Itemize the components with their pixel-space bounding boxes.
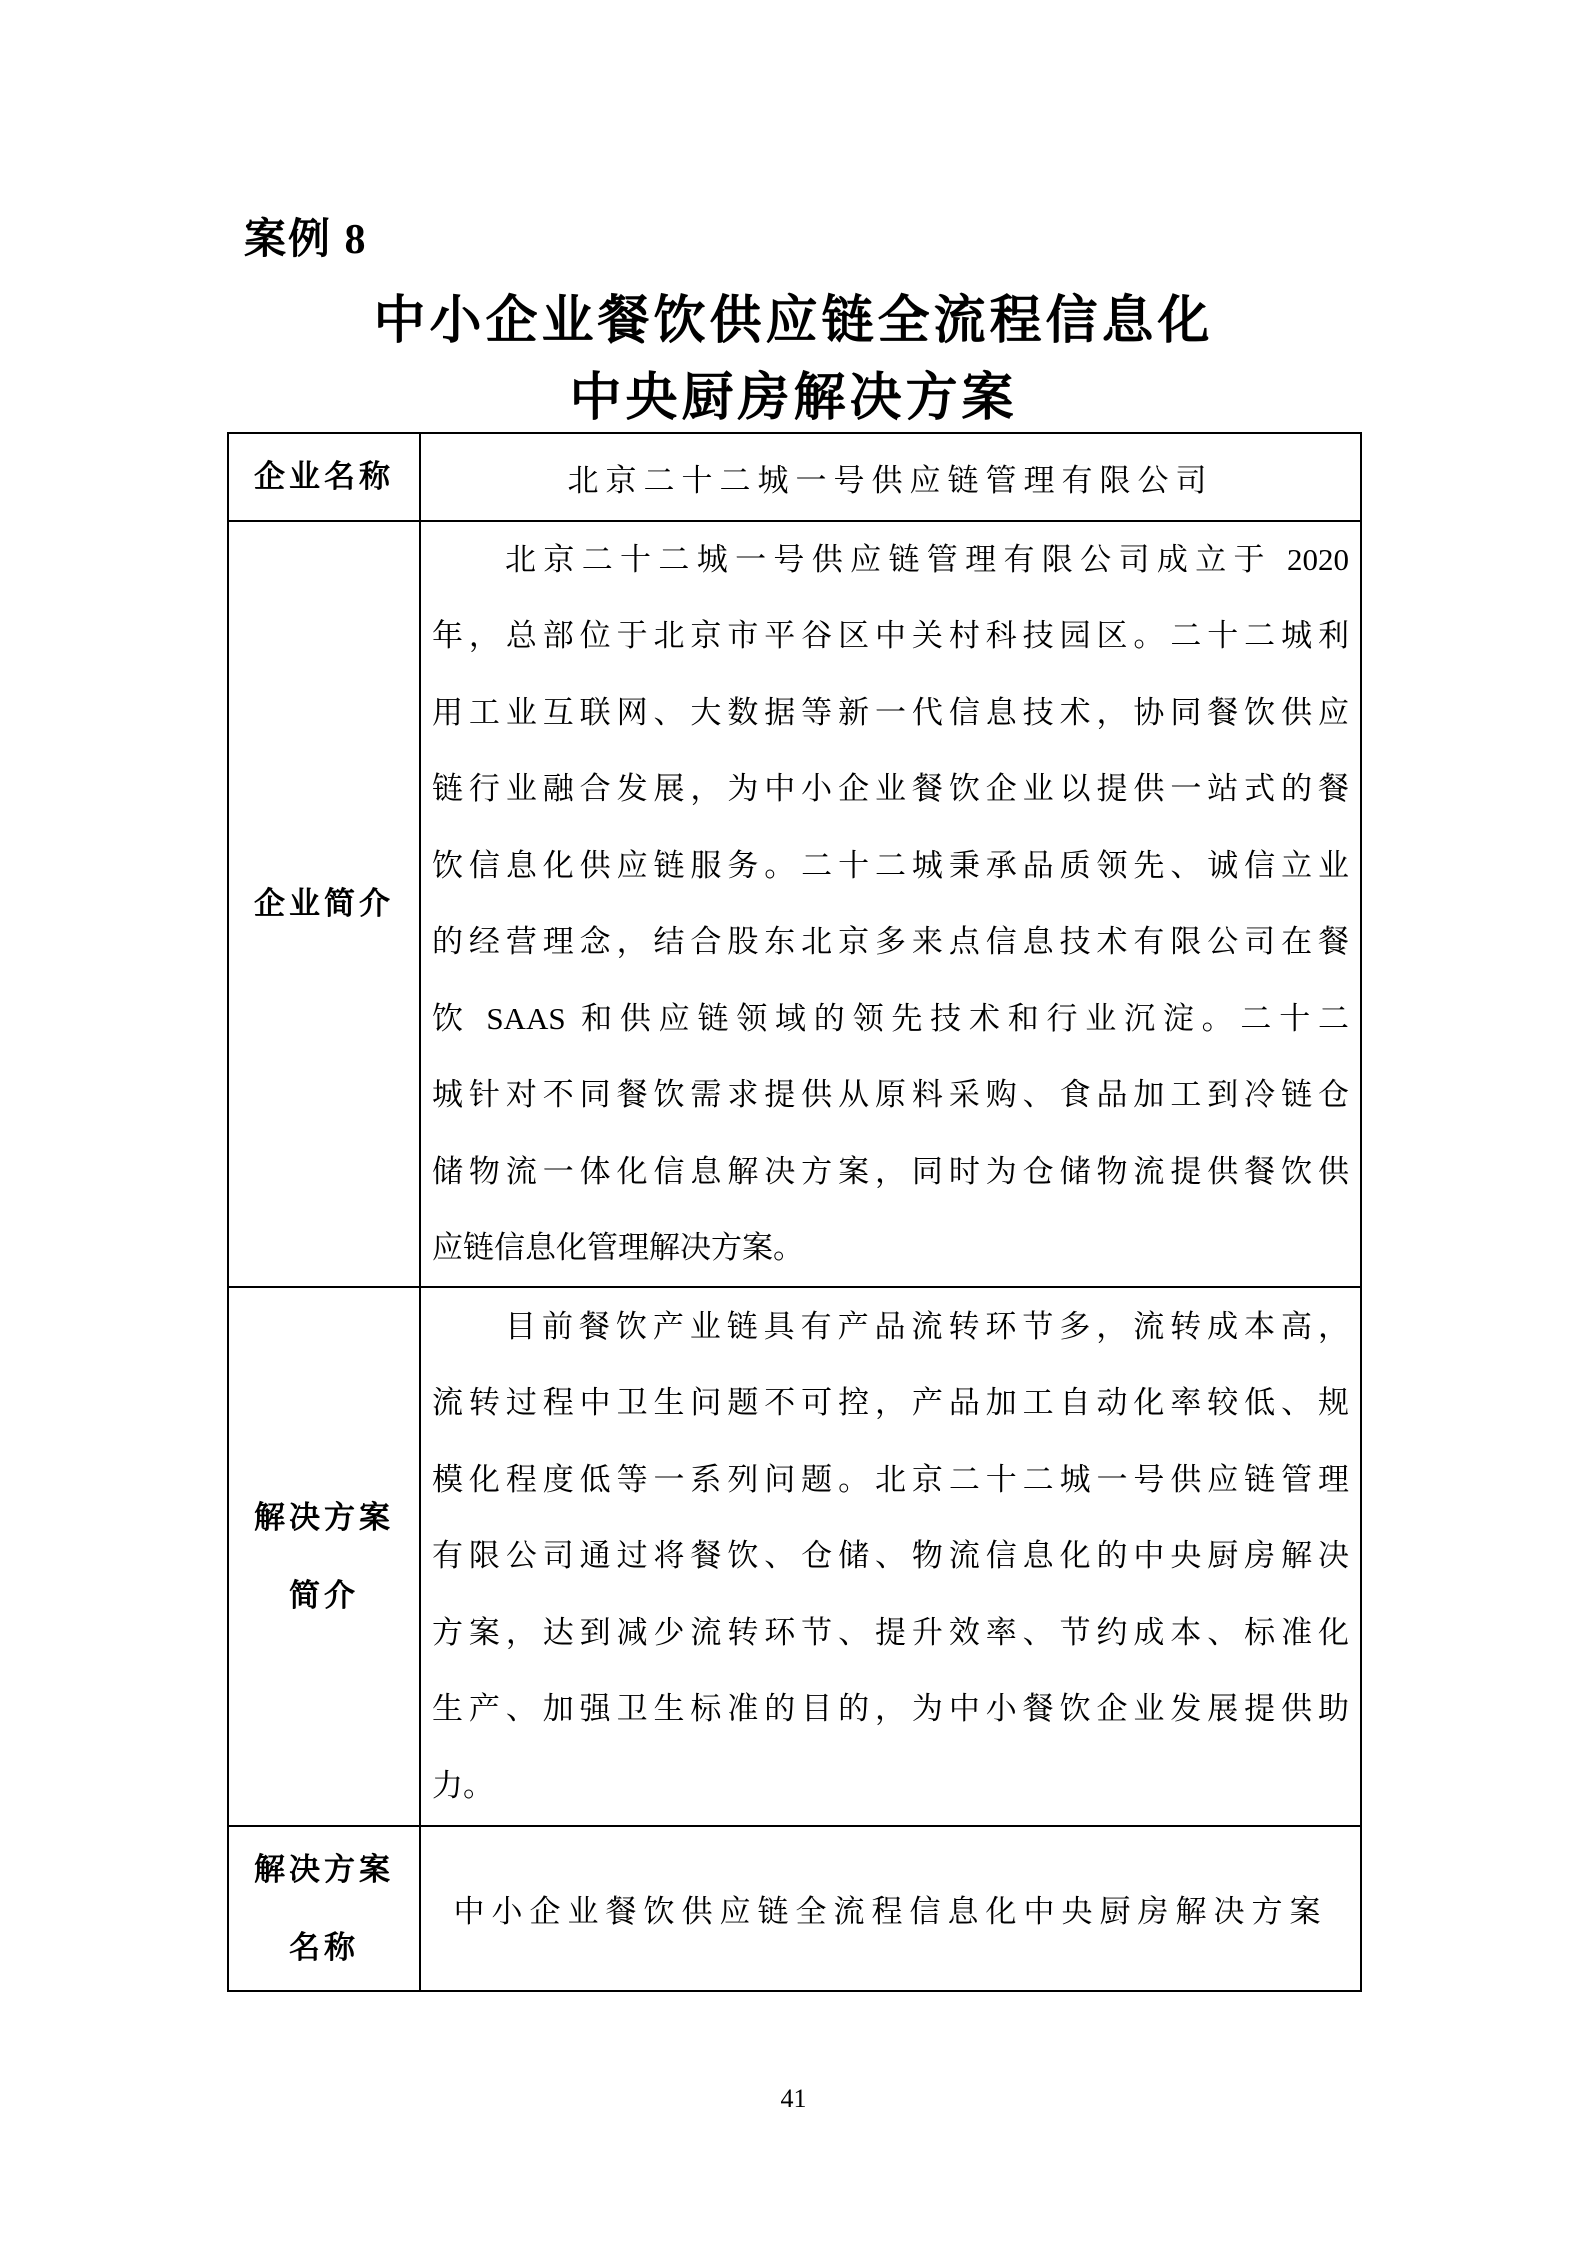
page-number: 41 [780, 2084, 807, 2113]
text-line: 模化程度低等一系列问题。北京二十二城一号供应链管理 [432, 1461, 1349, 1497]
case-info-table [227, 432, 1362, 1992]
text-line: 生产、加强卫生标准的目的，为中小餐饮企业发展提供助 [432, 1691, 1349, 1727]
text-line: 城针对不同餐饮需求提供从原料采购、食品加工到冷链仓 [432, 1077, 1349, 1112]
table-row-company-intro [229, 522, 1360, 1288]
text-line: 目前餐饮产业链具有产品流转环节多，流转成本高， [505, 1308, 1349, 1344]
text-line: 方案，达到减少流转环节、提升效率、节约成本、标准化 [432, 1614, 1349, 1650]
text-line: 企业名称 [254, 459, 394, 494]
text-line: 的经营理念，结合股东北京多来点信息技术有限公司在餐 [432, 924, 1349, 959]
text-line: 北京二十二城一号供应链管理有限公司成立于 2020 [505, 541, 1349, 577]
text-line: 流转过程中卫生问题不可控，产品加工自动化率较低、规 [432, 1385, 1349, 1421]
text-line: 力。 [432, 1767, 494, 1803]
company-intro-text [421, 522, 1360, 1286]
text-line: 饮 SAAS 和供应链领域的领先技术和行业沉淀。二十二 [432, 1000, 1349, 1036]
text-line: 用工业互联网、大数据等新一代信息技术，协同餐饮供应 [432, 694, 1349, 730]
table-row-solution-intro [229, 1288, 1360, 1827]
case-label: 案例 8 [244, 217, 368, 263]
text-line: 饮信息化供应链服务。二十二城秉承品质领先、诚信立业 [432, 847, 1349, 883]
text-line: 解决方案 [254, 1851, 394, 1887]
table-row-company-name [229, 434, 1360, 522]
text-line: 名称 [289, 1929, 359, 1965]
solution-name-label [229, 1827, 421, 1990]
text-line: 年，总部位于北京市平谷区中关村科技园区。二十二城利 [432, 618, 1349, 653]
company-intro-label [229, 522, 421, 1286]
text-line: 储物流一体化信息解决方案，同时为仓储物流提供餐饮供 [432, 1153, 1349, 1189]
text-line: 企业简介 [254, 886, 394, 921]
company-name-label [229, 434, 421, 520]
table-row-solution-name [229, 1827, 1360, 1990]
document-title [0, 283, 1587, 437]
text-line: 链行业融合发展，为中小企业餐饮企业以提供一站式的餐 [432, 771, 1349, 806]
solution-intro-label [229, 1288, 421, 1825]
text-line: 简介 [289, 1577, 359, 1613]
text-line: 应链信息化管理解决方案。 [432, 1230, 804, 1265]
solution-name-value: 中小企业餐饮供应链全流程信息化中央厨房解决方案 [453, 1894, 1328, 1929]
document-title-line1: 中小企业餐饮供应链全流程信息化 [373, 293, 1214, 350]
document-title-line2: 中央厨房解决方案 [569, 370, 1018, 427]
text-line: 有限公司通过将餐饮、仓储、物流信息化的中央厨房解决 [432, 1538, 1349, 1574]
text-line: 解决方案 [254, 1499, 394, 1535]
company-name-value: 北京二十二城一号供应链管理有限公司 [567, 462, 1214, 498]
solution-intro-text [421, 1288, 1360, 1825]
